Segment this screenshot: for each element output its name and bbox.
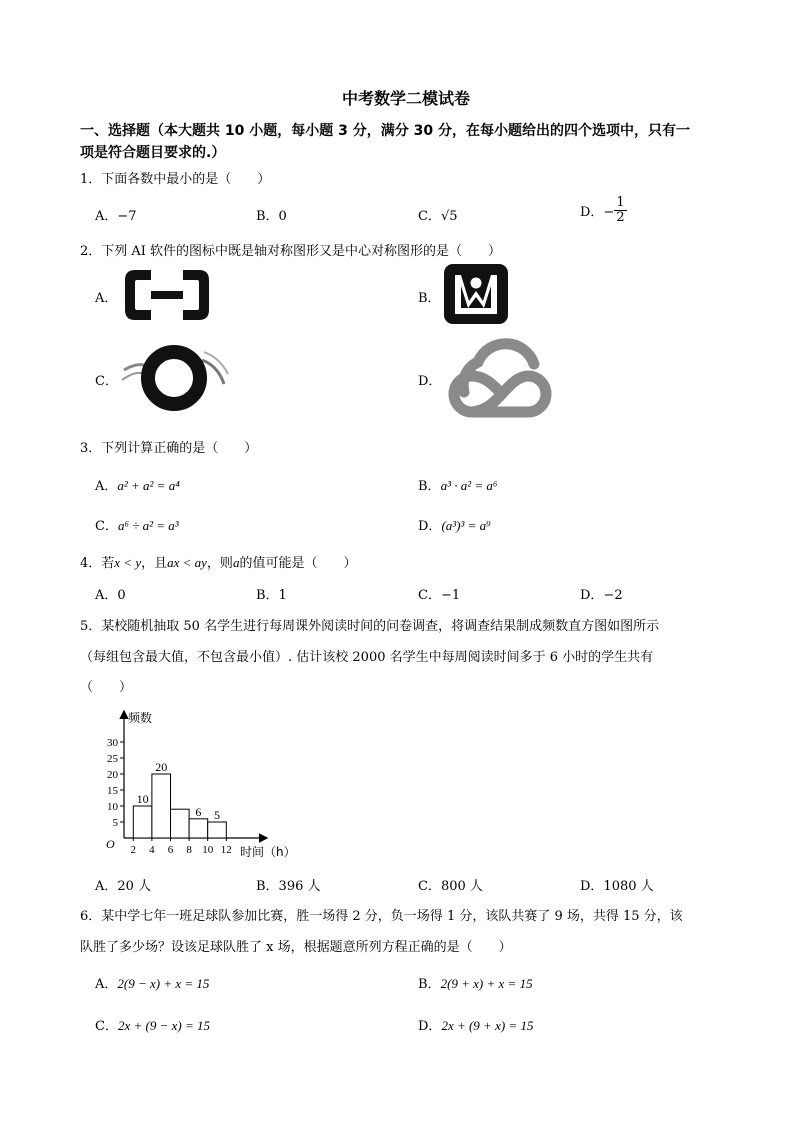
q5-option-c: C．800 人 (418, 879, 483, 894)
q3-stem: 3．下列计算正确的是（ ） (80, 441, 258, 456)
q6-option-d-label: D． (418, 1019, 442, 1034)
section-heading-line1: 一、选择题（本大题共 10 小题，每小题 3 分，满分 30 分，在每小题给出的四个选项中，只有一 (80, 123, 690, 139)
q1-option-c (418, 205, 458, 224)
q4-option-d: D．−2 (580, 588, 623, 603)
section-heading-line2: 项是符合题目要求的.） (80, 145, 226, 161)
q6-option-c (95, 1015, 210, 1034)
q1-option-c-label: C． (418, 209, 441, 224)
q1-option-a: A．−7 (95, 209, 137, 224)
bar-data-label: 20 (155, 760, 168, 774)
origin-label: O (106, 837, 115, 851)
q3-option-c-label: C． (95, 519, 118, 534)
q2-option-d: D． (418, 374, 442, 389)
q4-stem-end: 的值可能是（ ） (239, 556, 357, 571)
q3-option-b-math: a³ · a² = a⁶ (440, 478, 498, 493)
q1-option-d-fraction (614, 196, 626, 225)
x-tick-label: 8 (186, 844, 192, 856)
y-tick-label: 25 (107, 753, 118, 765)
q1-stem: 1．下面各数中最小的是（ ） (80, 172, 271, 187)
q5-option-b: B．396 人 (256, 879, 321, 894)
icon-c-ring-logo (118, 340, 230, 412)
q6-stem-line1: 6．某中学七年一班足球队参加比赛，胜一场得 2 分，负一场得 1 分，该队共赛了 9 场，共得 15 分，该 (80, 909, 683, 924)
y-tick-label: 5 (112, 817, 118, 829)
q2-stem: 2．下列 AI 软件的图标中既是轴对称图形又是中心对称图形的是（ ） (80, 244, 502, 259)
x-tick-label: 12 (220, 844, 232, 856)
q4-condition-1: x < y (114, 555, 142, 570)
histogram-bar (208, 822, 227, 838)
q5-stem-line2: （每组包含最大值，不包含最小值）. 估计该校 2000 名学生中每周阅读时间多于 6 小时的学生共有 (80, 650, 654, 665)
q3-option-d-label: D． (418, 519, 442, 534)
bar-data-label: 10 (136, 792, 149, 806)
q2-option-c: C． (95, 374, 118, 389)
q6-option-d (418, 1015, 533, 1034)
histogram-bar (171, 809, 190, 838)
q1-option-b: B．0 (256, 209, 287, 224)
q1-option-d-label: D．− (580, 205, 615, 220)
q6-option-a (95, 973, 209, 992)
bar-data-label: 5 (214, 808, 220, 822)
page-title: 中考数学二模试卷 (342, 89, 471, 108)
bar-data-label: 6 (195, 804, 202, 819)
q4-stem (80, 552, 356, 571)
q5-option-d: D．1080 人 (580, 879, 654, 894)
q5-option-a: A．20 人 (95, 879, 152, 894)
q1-option-d (580, 196, 627, 225)
q3-option-c (95, 515, 179, 534)
q3-option-b-label: B． (418, 479, 441, 494)
q6-option-d-math: 2x + (9 + x) = 15 (441, 1018, 534, 1033)
q3-option-d (418, 515, 491, 534)
q5-stem-line1: 5．某校随机抽取 50 名学生进行每周课外阅读时间的问卷调查，将调查结果制成频数直方图如图所示 (80, 619, 660, 634)
histogram-bar (189, 819, 208, 838)
q4-stem-mid2: ，则 (206, 556, 233, 571)
histogram-bar (152, 774, 171, 838)
q6-option-b-math: 2(9 + x) + x = 15 (440, 976, 533, 991)
x-tick-label: 10 (202, 844, 214, 856)
q3-option-b (418, 475, 497, 494)
q3-option-d-math: (a³)³ = a⁹ (441, 518, 491, 533)
q6-option-a-label: A． (95, 977, 118, 992)
q1-option-c-math: √5 (440, 209, 458, 224)
q3-option-a (95, 475, 180, 494)
frequency-histogram (100, 704, 310, 864)
icon-a-bracket-logo (121, 266, 213, 324)
x-axis-label: 时间（h） (240, 845, 296, 859)
q4-stem-pre: 4．若 (80, 556, 115, 571)
y-tick-label: 10 (107, 801, 118, 813)
q6-option-b (418, 973, 533, 992)
q6-option-a-math: 2(9 − x) + x = 15 (117, 976, 210, 991)
y-tick-label: 20 (107, 769, 118, 781)
y-axis-label: 频数 (128, 711, 153, 725)
icon-b-square-logo (444, 264, 508, 324)
q4-option-c: C．−1 (418, 588, 461, 603)
q2-option-a: A． (95, 291, 118, 306)
icon-d-cloud-logo (442, 338, 560, 420)
x-tick-label: 2 (130, 844, 137, 856)
q5-stem-line3: （ ） (80, 680, 133, 695)
histogram-bar (133, 806, 152, 838)
q3-option-a-math: a² + a² = a⁴ (117, 478, 180, 493)
q4-stem-mid: ，且 (141, 556, 168, 571)
q6-option-b-label: B． (418, 977, 441, 992)
q4-option-a: A．0 (95, 588, 126, 603)
q4-option-b: B．1 (256, 588, 287, 603)
y-tick-label: 15 (107, 785, 118, 797)
y-tick-label: 30 (107, 737, 118, 749)
x-tick-label: 4 (149, 844, 155, 856)
q6-stem-line2: 队胜了多少场？设该足球队胜了 x 场，根据题意所列方程正确的是（ ） (80, 940, 512, 955)
q3-option-c-math: a⁶ ÷ a² = a³ (117, 518, 179, 533)
q6-option-c-math: 2x + (9 − x) = 15 (117, 1018, 210, 1033)
fraction-numerator: 1 (616, 195, 625, 210)
q6-option-c-label: C． (95, 1019, 118, 1034)
x-tick-label: 6 (167, 844, 174, 856)
q4-variable: a (232, 555, 240, 570)
q3-option-a-label: A． (95, 479, 118, 494)
q2-option-b: B． (418, 291, 441, 306)
q4-condition-2: ax < ay (167, 555, 207, 570)
fraction-denominator: 2 (616, 210, 625, 225)
